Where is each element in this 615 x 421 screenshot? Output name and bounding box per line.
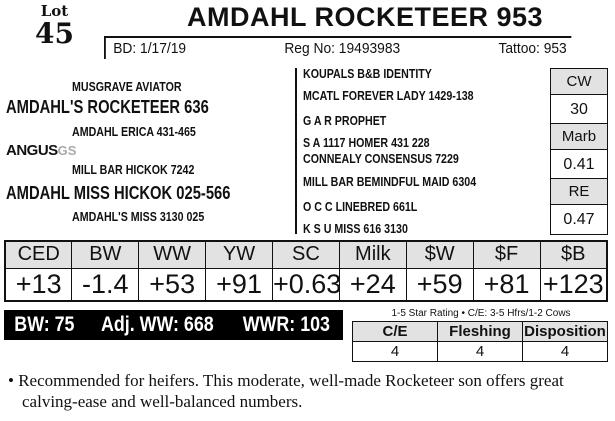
pedigree-right-line: S A 1117 HOMER 431 228 bbox=[303, 135, 430, 150]
stat-value-re: 0.47 bbox=[563, 211, 595, 228]
ratings-header-row bbox=[353, 322, 608, 342]
pedigree-right-line: MCATL FOREVER LADY 1429-138 bbox=[303, 88, 474, 103]
epd-value-yw: +91 bbox=[206, 268, 273, 301]
rating-value-calving-ease: 4 bbox=[353, 342, 438, 362]
epd-header-ced: CED bbox=[5, 241, 72, 268]
pedigree-right-line: K S U MISS 616 3130 bbox=[303, 221, 408, 236]
epd-table bbox=[4, 240, 608, 302]
registration-number: Reg No: 19493983 bbox=[284, 40, 401, 57]
angus-logo: ANGUSGS bbox=[6, 142, 77, 159]
pedigree-right-line: G A R PROPHET bbox=[303, 113, 387, 128]
ratings-table bbox=[352, 321, 608, 362]
epd-header-row bbox=[5, 241, 607, 268]
epd-header-milk: Milk bbox=[339, 241, 406, 268]
stat-label-marb: Marb bbox=[551, 124, 607, 150]
birth-weight: BW: 75 bbox=[14, 313, 75, 336]
pedigree-divider bbox=[295, 68, 297, 234]
rating-value-disposition: 4 bbox=[523, 342, 608, 362]
info-bar bbox=[104, 36, 571, 59]
epd-value-ww: +53 bbox=[139, 268, 206, 301]
epd-header-ww: WW bbox=[139, 241, 206, 268]
stat-label-cw: CW bbox=[551, 69, 607, 95]
lot-box bbox=[6, 4, 103, 52]
pedigree-sire-sire: MUSGRAVE AVIATOR bbox=[72, 79, 182, 94]
pedigree-dam: AMDAHL MISS HICKOK 025-566 bbox=[6, 183, 231, 203]
lot-number: 45 bbox=[35, 17, 74, 50]
epd-value-ced: +13 bbox=[5, 268, 72, 301]
pedigree-sire-dam: AMDAHL ERICA 431-465 bbox=[72, 124, 196, 139]
pedigree-right-line: MILL BAR BEMINDFUL MAID 6304 bbox=[303, 174, 477, 189]
epd-value-sc: +0.63 bbox=[273, 268, 340, 301]
epd-value-b-index: +123 bbox=[540, 268, 607, 301]
weaning-weight-ratio: WWR: 103 bbox=[242, 313, 330, 336]
rating-header-disposition: Disposition bbox=[524, 323, 606, 340]
epd-value-f-index: +81 bbox=[473, 268, 540, 301]
carcass-stats-box bbox=[550, 68, 608, 235]
epd-value-milk: +24 bbox=[339, 268, 406, 301]
stat-value-marb: 0.41 bbox=[551, 150, 607, 179]
birth-date: BD: 1/17/19 bbox=[113, 40, 187, 57]
epd-header-sc: SC bbox=[273, 241, 340, 268]
pedigree-right-line: O C C LINEBRED 661L bbox=[303, 199, 418, 214]
sale-comment: • Recommended for heifers. This moderate, well-made Rocketeer son offers great calving-ease and well-balanced numbers. bbox=[8, 371, 564, 411]
lot-label: Lot bbox=[40, 2, 69, 20]
epd-header-w-index: $W bbox=[406, 241, 473, 268]
ratings-value-row bbox=[353, 342, 608, 362]
animal-name: AMDAHL ROCKETEER 953 bbox=[186, 2, 544, 32]
pedigree-right-line: KOUPALS B&B IDENTITY bbox=[303, 66, 432, 81]
epd-header-b-index: $B bbox=[540, 241, 607, 268]
pedigree-dam-dam: AMDAHL'S MISS 3130 025 bbox=[72, 209, 205, 224]
pedigree-sire: AMDAHL'S ROCKETEER 636 bbox=[6, 97, 209, 117]
epd-value-w-index: +59 bbox=[406, 268, 473, 301]
epd-header-f-index: $F bbox=[473, 241, 540, 268]
adjusted-weights-bar bbox=[4, 310, 343, 340]
stat-label-re: RE bbox=[551, 179, 607, 205]
epd-value-row bbox=[5, 268, 607, 301]
rating-value-fleshing: 4 bbox=[438, 342, 523, 362]
stat-value-cw: 30 bbox=[551, 95, 607, 124]
adjusted-weaning-weight: Adj. WW: 668 bbox=[101, 313, 214, 336]
pedigree-dam-sire: MILL BAR HICKOK 7242 bbox=[72, 162, 195, 177]
epd-value-bw: -1.4 bbox=[72, 268, 139, 301]
rating-header-calving-ease: C/E bbox=[353, 322, 438, 342]
pedigree-right-line: CONNEALY CONSENSUS 7229 bbox=[303, 151, 459, 166]
star-rating-note: 1-5 Star Rating • C/E: 3-5 Hfrs/1-2 Cows bbox=[391, 308, 571, 319]
tattoo: Tattoo: 953 bbox=[498, 40, 567, 57]
epd-header-bw: BW bbox=[72, 241, 139, 268]
epd-header-yw: YW bbox=[206, 241, 273, 268]
rating-header-fleshing: Fleshing bbox=[438, 322, 523, 342]
